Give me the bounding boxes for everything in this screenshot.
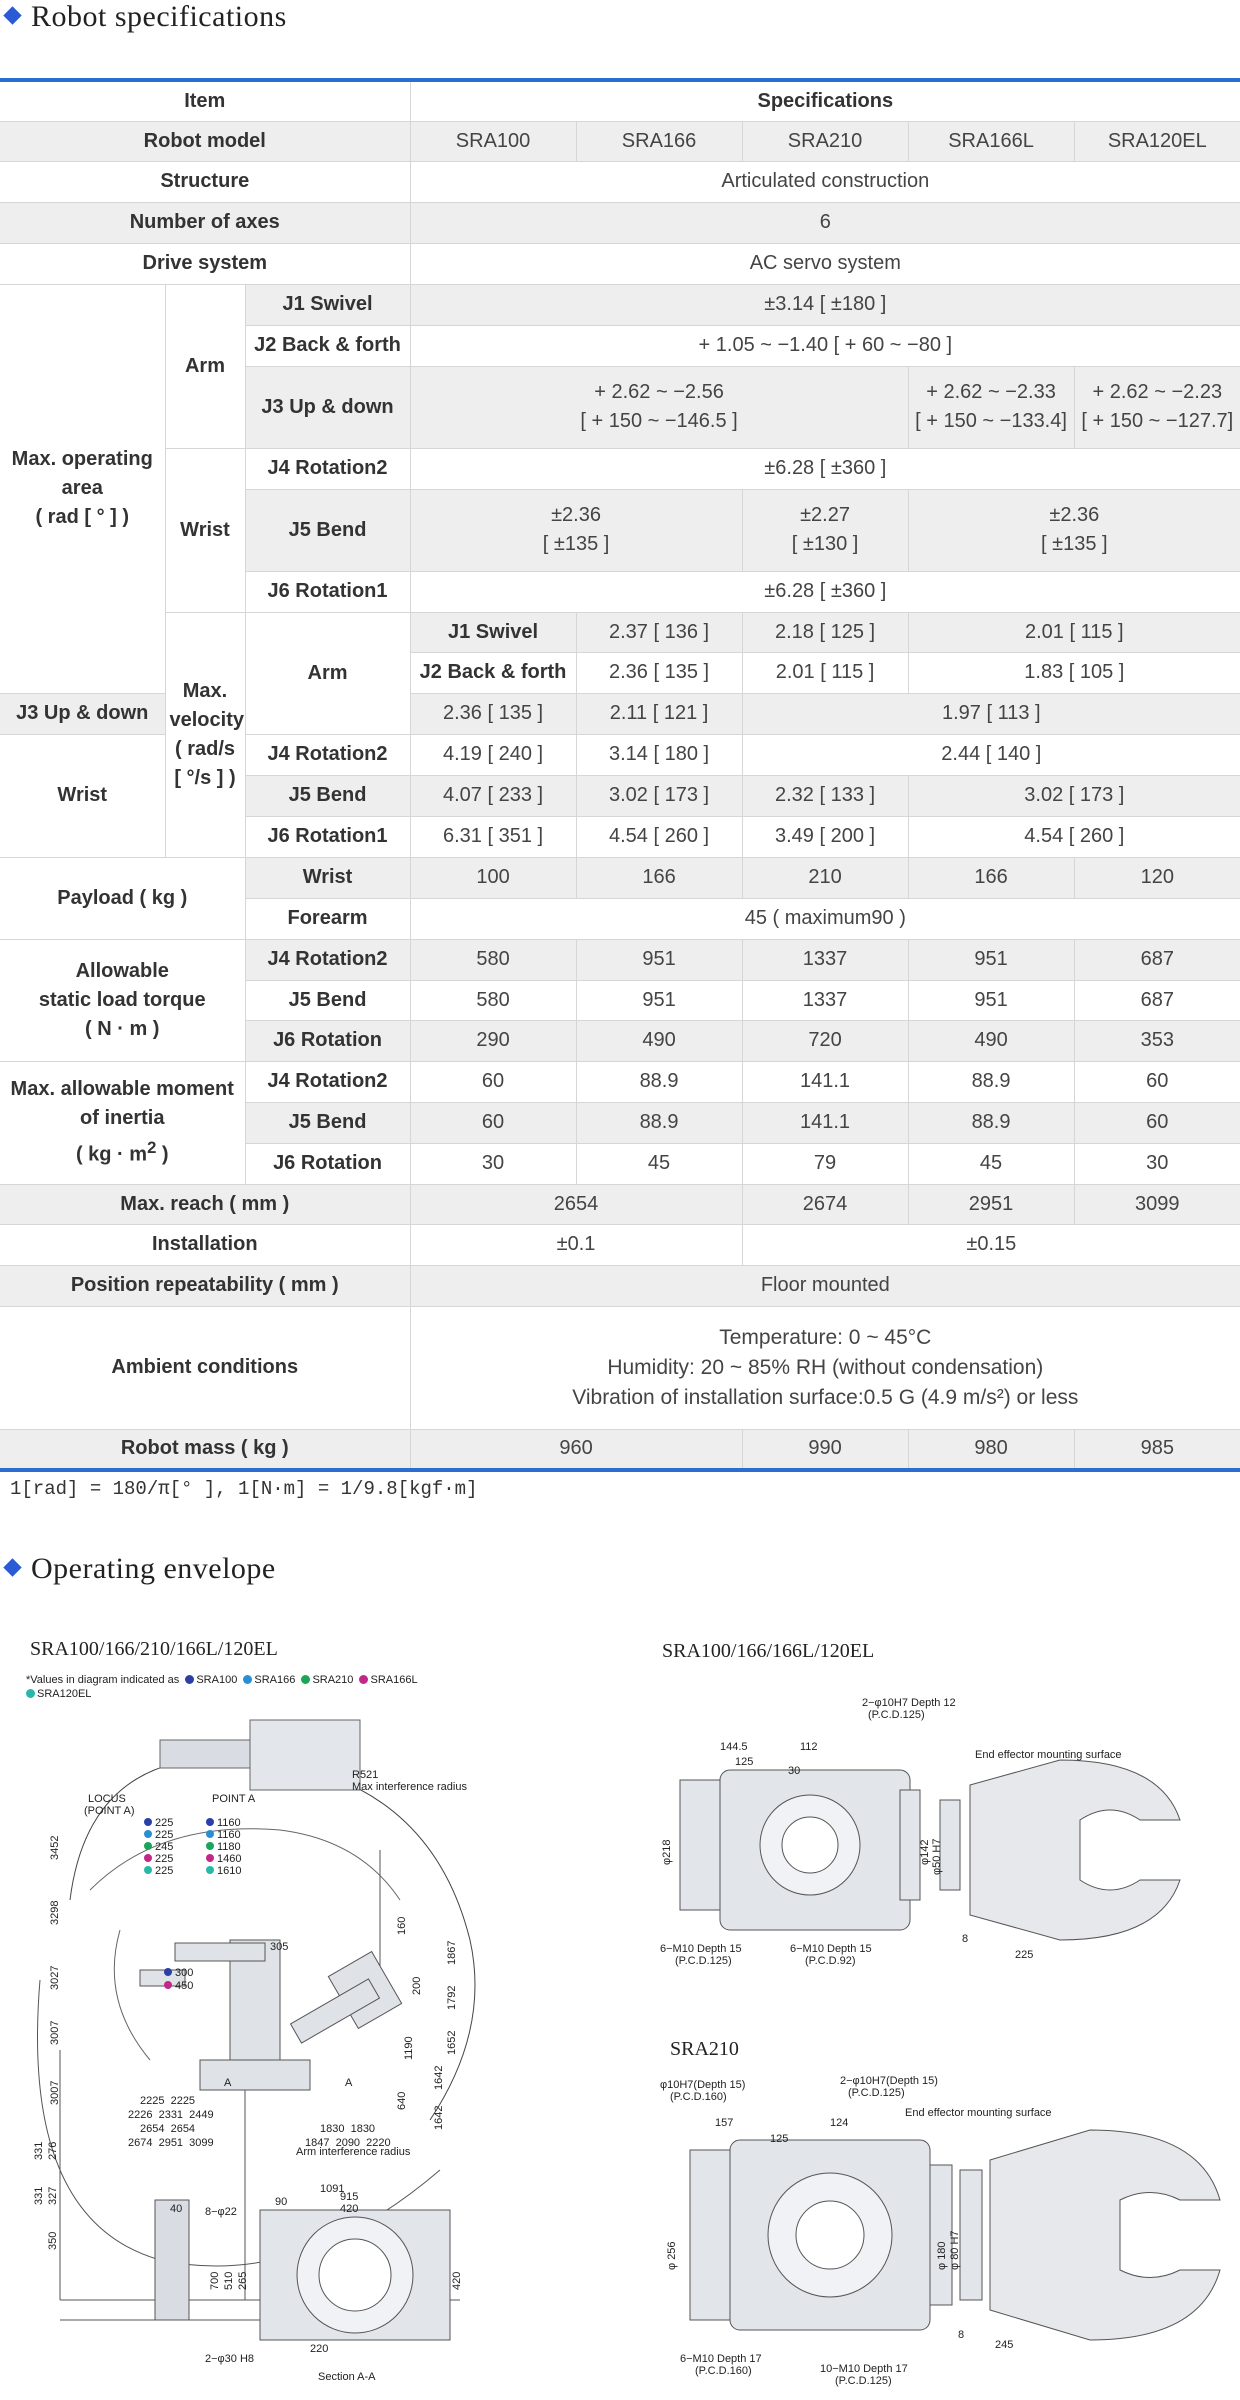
vel-cell: 1.97 [ 113 ]	[742, 693, 1240, 734]
reach-row: 2225 2225	[140, 2095, 196, 2107]
inertia-cell: 141.1	[742, 1061, 908, 1102]
right-val: 1652	[446, 2030, 458, 2055]
j6-label: J6 Rotation1	[245, 571, 410, 612]
top-view-title: SRA100/166/166L/120EL	[662, 1640, 875, 1662]
inertia-cell: 30	[410, 1143, 576, 1184]
point-a-dot	[144, 1830, 152, 1838]
vel-cell: 2.01 [ 115 ]	[742, 652, 908, 693]
point-a-dot	[144, 1842, 152, 1850]
top-1445: 144.5	[720, 1741, 748, 1753]
axes-label: Number of axes	[0, 202, 410, 243]
bottom-left-val: 327	[47, 2186, 59, 2205]
wrist-val: 450	[175, 1980, 194, 1992]
top-142: φ142	[919, 1839, 931, 1865]
dim-305: 305	[270, 1941, 289, 1953]
base-2phi30: 2−φ30 H8	[205, 2353, 255, 2365]
forearm-label: Forearm	[245, 898, 410, 939]
point-a-dot	[144, 1866, 152, 1874]
spec-table	[0, 78, 1240, 1472]
model-cell: SRA100	[410, 121, 576, 161]
inertia-cell: 141.1	[742, 1102, 908, 1143]
repeat-value: Floor mounted	[410, 1265, 1240, 1306]
point-a-right-val: 1460	[217, 1853, 242, 1865]
top-225: 225	[1015, 1949, 1034, 1961]
arm-label: Arm	[245, 612, 410, 734]
payload-cell: 120	[1074, 857, 1240, 898]
top-30: 30	[788, 1765, 801, 1777]
top-112: 112	[800, 1741, 818, 1753]
torque-cell: 490	[576, 1020, 742, 1061]
base-700: 700	[209, 2271, 221, 2290]
s210-pcd125-b: (P.C.D.125)	[835, 2375, 892, 2387]
j1-label: J1 Swivel	[410, 612, 576, 652]
reach-label: Max. reach ( mm )	[0, 1184, 410, 1224]
j5-label: J5 Bend	[245, 1102, 410, 1143]
j5-label: J5 Bend	[245, 489, 410, 571]
base-8phi22: 8−φ22	[205, 2206, 237, 2218]
diamond-bullet-icon	[3, 6, 21, 24]
s210-124: 124	[830, 2117, 849, 2129]
bottom-left-val: 350	[47, 2231, 59, 2250]
inertia-cell: 60	[410, 1102, 576, 1143]
top-50h7: φ50 H7	[931, 1838, 943, 1875]
repeat-label: Position repeatability ( mm )	[0, 1265, 410, 1306]
bottom-left-val: 331	[33, 2141, 45, 2160]
torque-label: Allowable static load torque ( N · m )	[0, 939, 245, 1061]
j4-label: J4 Rotation2	[245, 1061, 410, 1102]
legend-dot	[243, 1675, 252, 1684]
robot-model-label: Robot model	[0, 121, 410, 161]
vel-cell: 1.83 [ 105 ]	[908, 652, 1240, 693]
top-2phi10: 2−φ10H7 Depth 12	[862, 1697, 956, 1709]
vel-cell: 6.31 [ 351 ]	[410, 816, 576, 857]
s210-pcd125: (P.C.D.125)	[848, 2087, 905, 2099]
point-a-left-val: 225	[155, 1817, 174, 1829]
base-510: 510	[223, 2271, 235, 2290]
vel-cell: 2.36 [ 135 ]	[576, 652, 742, 693]
top-view-diagram	[640, 1690, 1240, 1990]
s210-125: 125	[770, 2133, 789, 2145]
s210-end: End effector mounting surface	[905, 2107, 1052, 2119]
reach-cell: 2654	[410, 1184, 742, 1224]
mass-cell: 960	[410, 1429, 742, 1470]
diamond-bullet-icon	[3, 1558, 21, 1576]
dim-1190: 1190	[403, 2036, 415, 2060]
top-125: 125	[735, 1756, 754, 1768]
j4-label: J4 Rotation2	[245, 448, 410, 489]
dim-1091: 1091	[320, 2183, 345, 2195]
velocity-label: Max. velocity ( rad/s [ °/s ] )	[165, 612, 245, 857]
arm-interf-label: Arm interference radius	[296, 2146, 411, 2158]
reach-row: 2654 2654	[140, 2123, 196, 2135]
right-val: 1642	[433, 2065, 445, 2090]
legend: SRA120EL	[26, 1688, 91, 1700]
vel-cell: 2.37 [ 136 ]	[576, 612, 742, 652]
install-cell: ±0.1	[410, 1224, 742, 1265]
mass-cell: 985	[1074, 1429, 1240, 1470]
s210-256: φ 256	[666, 2241, 678, 2270]
item-header: Item	[0, 80, 410, 121]
reach-cell: 3099	[1074, 1184, 1240, 1224]
dim-640: 640	[396, 2091, 408, 2110]
drive-value: AC servo system	[410, 243, 1240, 284]
op-j6-value: ±6.28 [ ±360 ]	[410, 571, 1240, 612]
height-val: 3027	[49, 1965, 61, 1990]
torque-cell: 290	[410, 1020, 576, 1061]
reach-cell: 2951	[908, 1184, 1074, 1224]
j5-label: J5 Bend	[245, 775, 410, 816]
vel-cell: 2.32 [ 133 ]	[742, 775, 908, 816]
arm-label: Arm	[165, 284, 245, 448]
section-a-left: A	[224, 2077, 232, 2089]
dim-160: 160	[396, 1916, 408, 1935]
s210-157: 157	[715, 2117, 734, 2129]
j1-label: J1 Swivel	[245, 284, 410, 325]
vel-cell: 2.01 [ 115 ]	[908, 612, 1240, 652]
wrist-dot	[164, 1968, 172, 1976]
torque-cell: 580	[410, 939, 576, 980]
point-a-dot	[206, 1830, 214, 1838]
inertia-cell: 45	[576, 1143, 742, 1184]
s210-80h7: φ 80 H7	[949, 2230, 961, 2270]
arm-interf-val: 1830 1830	[320, 2123, 376, 2135]
top-pcd92: (P.C.D.92)	[805, 1955, 856, 1967]
vel-cell: 3.02 [ 173 ]	[908, 775, 1240, 816]
wrist-label: Wrist	[165, 448, 245, 612]
vel-cell: 4.54 [ 260 ]	[576, 816, 742, 857]
side-view-title: SRA100/166/210/166L/120EL	[30, 1638, 278, 1660]
op-j1-value: ±3.14 [ ±180 ]	[410, 284, 1240, 325]
right-val: 1867	[446, 1940, 458, 1965]
torque-cell: 353	[1074, 1020, 1240, 1061]
height-val: 3007	[49, 2080, 61, 2105]
unit-footnote: 1[rad] = 180/π[° ], 1[N·m] = 1/9.8[kgf·m]	[10, 1478, 478, 1500]
legend-dot	[301, 1675, 310, 1684]
j2-label: J2 Back & forth	[245, 325, 410, 366]
wrist-val: 300	[175, 1967, 194, 1979]
inertia-cell: 30	[1074, 1143, 1240, 1184]
point-a-dot	[144, 1854, 152, 1862]
legend: *Values in diagram indicated as SRA100 SRA166 SRA210 SRA166L	[26, 1674, 418, 1686]
vel-cell: 3.02 [ 173 ]	[576, 775, 742, 816]
side-view-diagram	[0, 1700, 640, 2390]
point-a-dot	[144, 1818, 152, 1826]
j5-label: J5 Bend	[245, 980, 410, 1020]
wrist-label: Wrist	[0, 734, 165, 857]
inertia-cell: 60	[1074, 1102, 1240, 1143]
point-a-paren-label: (POINT A)	[84, 1805, 135, 1817]
right-val: 1642	[433, 2105, 445, 2130]
point-a-left-val: 225	[155, 1853, 174, 1865]
right-val: 1792	[446, 1985, 458, 2010]
payload-cell: 210	[742, 857, 908, 898]
op-j3-value-a: + 2.62 ~ −2.56 [ + 150 ~ −146.5 ]	[410, 366, 908, 448]
s210-m10-17a: 6−M10 Depth 17	[680, 2353, 762, 2365]
forearm-value: 45 ( maximum90 )	[410, 898, 1240, 939]
top-pcd125-b: (P.C.D.125)	[675, 1955, 732, 1967]
r521-label: R521	[352, 1769, 379, 1781]
structure-value: Articulated construction	[410, 161, 1240, 202]
top-8: 8	[962, 1933, 969, 1945]
model-cell: SRA166	[576, 121, 742, 161]
vel-cell: 4.19 [ 240 ]	[410, 734, 576, 775]
torque-cell: 951	[576, 980, 742, 1020]
model-cell: SRA120EL	[1074, 121, 1240, 161]
s210-245: 245	[995, 2339, 1014, 2351]
install-label: Installation	[0, 1224, 410, 1265]
base-40: 40	[170, 2203, 183, 2215]
point-a-dot	[206, 1842, 214, 1850]
top-pcd125: (P.C.D.125)	[868, 1709, 925, 1721]
mass-cell: 990	[742, 1429, 908, 1470]
height-val: 3452	[49, 1835, 61, 1860]
install-cell: ±0.15	[742, 1224, 1240, 1265]
op-j3-value-b: + 2.62 ~ −2.33 [ + 150 ~ −133.4]	[908, 366, 1074, 448]
torque-cell: 490	[908, 1020, 1074, 1061]
point-a-label: POINT A	[212, 1793, 256, 1805]
base-420: 420	[340, 2203, 359, 2215]
j6-label: J6 Rotation	[245, 1143, 410, 1184]
torque-cell: 687	[1074, 939, 1240, 980]
point-a-left-val: 245	[155, 1841, 174, 1853]
op-j5-value-c: ±2.36 [ ±135 ]	[908, 489, 1240, 571]
envelope-title: Operating envelope	[6, 1552, 276, 1586]
reach-row: 2674 2951 3099	[128, 2137, 214, 2149]
legend-dot	[359, 1675, 368, 1684]
vel-cell: 2.36 [ 135 ]	[410, 693, 576, 734]
torque-cell: 580	[410, 980, 576, 1020]
j3-label: J3 Up & down	[0, 693, 165, 734]
base-420-side: 420	[451, 2271, 463, 2290]
wrist-dot	[164, 1981, 172, 1989]
point-a-dot	[206, 1854, 214, 1862]
vel-cell: 4.07 [ 233 ]	[410, 775, 576, 816]
op-j5-value-b: ±2.27 [ ±130 ]	[742, 489, 908, 571]
reach-row: 2226 2331 2449	[128, 2109, 214, 2121]
top-end-effector: End effector mounting surface	[975, 1749, 1122, 1761]
payload-cell: 166	[576, 857, 742, 898]
torque-cell: 687	[1074, 980, 1240, 1020]
point-a-left-val: 225	[155, 1865, 174, 1877]
inertia-cell: 60	[1074, 1061, 1240, 1102]
inertia-cell: 88.9	[576, 1102, 742, 1143]
inertia-cell: 88.9	[576, 1061, 742, 1102]
point-a-right-val: 1160	[217, 1817, 241, 1829]
point-a-dot	[206, 1866, 214, 1874]
top-m10-15a: 6−M10 Depth 15	[660, 1943, 742, 1955]
j6-label: J6 Rotation1	[245, 816, 410, 857]
op-j3-value-c: + 2.62 ~ −2.23 [ + 150 ~ −127.7]	[1074, 366, 1240, 448]
base-915: 915	[340, 2191, 359, 2203]
torque-cell: 1337	[742, 939, 908, 980]
legend-dot	[185, 1675, 194, 1684]
inertia-cell: 60	[410, 1061, 576, 1102]
j4-label: J4 Rotation2	[245, 734, 410, 775]
inertia-label: Max. allowable moment of inertia ( kg · $m^2$ )	[0, 1061, 245, 1184]
torque-cell: 951	[908, 980, 1074, 1020]
vel-cell: 4.54 [ 260 ]	[908, 816, 1240, 857]
point-a-right-val: 1610	[217, 1865, 242, 1877]
axes-value: 6	[410, 202, 1240, 243]
j3-label: J3 Up & down	[245, 366, 410, 448]
base-220: 220	[310, 2343, 329, 2355]
point-a-dot	[206, 1818, 214, 1826]
mass-cell: 980	[908, 1429, 1074, 1470]
s210-2phi10: 2−φ10H7(Depth 15)	[840, 2075, 938, 2087]
ambient-label: Ambient conditions	[0, 1306, 410, 1429]
bottom-left-val: 331	[33, 2186, 45, 2205]
payload-cell: 100	[410, 857, 576, 898]
inertia-cell: 88.9	[908, 1102, 1074, 1143]
s210-180: φ 180	[936, 2241, 948, 2270]
j4-label: J4 Rotation2	[245, 939, 410, 980]
op-area-label: Max. operating area ( rad [ ° ] )	[0, 284, 165, 693]
ambient-value: Temperature: 0 ~ 45°C Humidity: 20 ~ 85% RH (without condensation) Vibration of installation surface:0.5 G (4.9 m/s²) or less	[410, 1306, 1240, 1429]
top-218: φ218	[661, 1839, 673, 1865]
s210-pcd160-a: (P.C.D.160)	[670, 2091, 727, 2103]
base-265: 265	[237, 2271, 249, 2290]
torque-cell: 1337	[742, 980, 908, 1020]
inertia-cell: 88.9	[908, 1061, 1074, 1102]
legend-dot	[26, 1689, 35, 1698]
inertia-cell: 79	[742, 1143, 908, 1184]
height-val: 3298	[49, 1900, 61, 1925]
vel-cell: 3.14 [ 180 ]	[576, 734, 742, 775]
robot-specs-title: Robot specifications	[6, 0, 287, 34]
op-j5-value-a: ±2.36 [ ±135 ]	[410, 489, 742, 571]
mass-label: Robot mass ( kg )	[0, 1429, 410, 1470]
bottom-left-val: 276	[47, 2141, 59, 2160]
height-val: 3007	[49, 2020, 61, 2045]
s210-m10-17b: 10−M10 Depth 17	[820, 2363, 908, 2375]
torque-cell: 951	[576, 939, 742, 980]
dim-200: 200	[411, 1976, 423, 1995]
structure-label: Structure	[0, 161, 410, 202]
locus-label: LOCUS	[88, 1793, 126, 1805]
torque-cell: 720	[742, 1020, 908, 1061]
inertia-cell: 45	[908, 1143, 1074, 1184]
section-a-right: A	[345, 2077, 353, 2089]
torque-cell: 951	[908, 939, 1074, 980]
j6-label: J6 Rotation	[245, 1020, 410, 1061]
j2-label: J2 Back & forth	[410, 652, 576, 693]
vel-cell: 3.49 [ 200 ]	[742, 816, 908, 857]
point-a-right-val: 1180	[217, 1841, 241, 1853]
base-90: 90	[275, 2196, 288, 2208]
s210-8: 8	[958, 2329, 965, 2341]
s210-phi10: φ10H7(Depth 15)	[660, 2079, 746, 2091]
payload-wrist-label: Wrist	[245, 857, 410, 898]
section-aa: Section A-A	[318, 2371, 376, 2383]
arm-interf-val: 1847 2090 2220	[305, 2137, 391, 2149]
reach-cell: 2674	[742, 1184, 908, 1224]
payload-label: Payload ( kg )	[0, 857, 245, 939]
vel-cell: 2.18 [ 125 ]	[742, 612, 908, 652]
top-m10-15b: 6−M10 Depth 15	[790, 1943, 872, 1955]
max-interf-label: Max interference radius	[352, 1781, 467, 1793]
vel-cell: 2.44 [ 140 ]	[742, 734, 1240, 775]
s210-pcd160-b: (P.C.D.160)	[695, 2365, 752, 2377]
payload-cell: 166	[908, 857, 1074, 898]
spec-header: Specifications	[410, 80, 1240, 121]
sra210-diagram	[640, 2070, 1240, 2390]
vel-cell: 2.11 [ 121 ]	[576, 693, 742, 734]
model-cell: SRA166L	[908, 121, 1074, 161]
op-j2-value: + 1.05 ~ −1.40 [ + 60 ~ −80 ]	[410, 325, 1240, 366]
op-j4-value: ±6.28 [ ±360 ]	[410, 448, 1240, 489]
model-cell: SRA210	[742, 121, 908, 161]
point-a-left-val: 225	[155, 1829, 174, 1841]
sra210-title: SRA210	[670, 2038, 739, 2060]
point-a-right-val: 1160	[217, 1829, 241, 1841]
drive-label: Drive system	[0, 243, 410, 284]
